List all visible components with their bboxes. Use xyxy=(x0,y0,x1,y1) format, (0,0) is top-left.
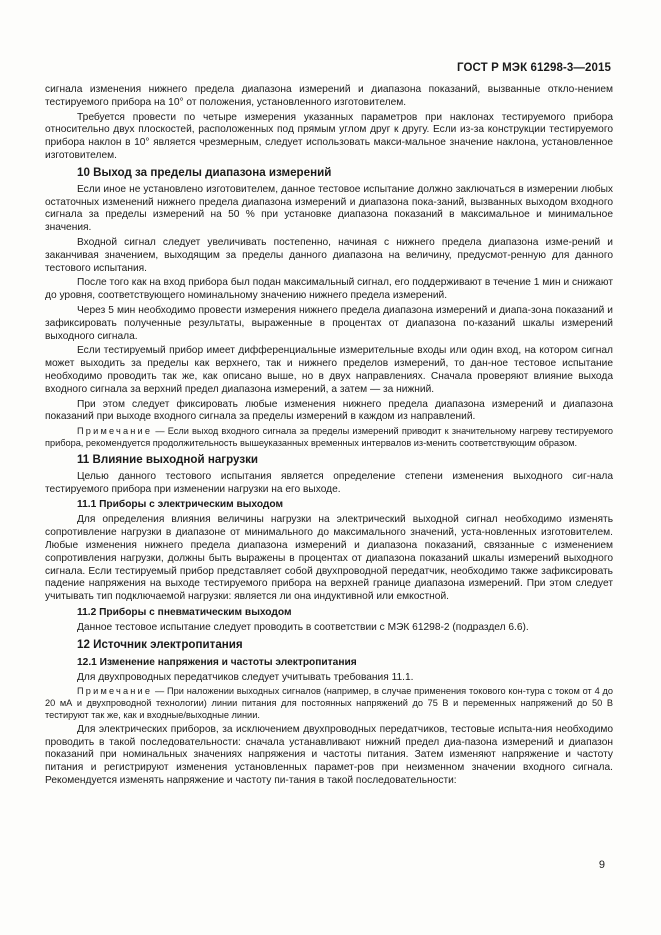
subsection-12-1-heading: 12.1 Изменение напряжения и частоты электропитания xyxy=(77,656,357,668)
paragraph: Целью данного тестового испытания является определение степени изменения выходного сиг-нала тестируемого прибора при изменении нагрузки на его выходе. xyxy=(45,470,613,495)
paragraph: Если тестируемый прибор имеет дифференциальные измерительные входы или один вход, на котором сигнал может выходить за пределы как верхнего, так и нижнего пределов измерений, то дан-ное тестовое испытание необходимо проводить так же, как описано выше, но в двух направлениях. Сначала проверяют влияние выхода входного сигнала за верхний предел диапазона измерений, а затем — за нижний. xyxy=(45,345,613,395)
note xyxy=(45,686,613,721)
standard-header: ГОСТ Р МЭК 61298-3—2015 xyxy=(457,62,611,74)
note-label: Примечание xyxy=(77,686,153,697)
paragraph: Для электрических приборов, за исключением двухпроводных передатчиков, тестовые испыта-ния необходимо проводить в такой последовательности: сначала устанавливают нижний предел диа-пазона измерений и диапазон показаний при номинальных значениях напряжения и частоты питания. Затем изменяют напряжение и частоту питания и регистрируют изменения установленных парамет-ров при неизменном значении входного сигнала. Рекомендуется изменять напряжение и частоту пи-тания в такой последовательности: xyxy=(45,723,613,787)
paragraph: При этом следует фиксировать любые изменения нижнего предела диапазона измерений и диапазона показаний при выходе входного сигнала за пределы измерений в каждом из направлений. xyxy=(45,398,613,423)
paragraph: Для двухпроводных передатчиков следует учитывать требования 11.1. xyxy=(77,671,414,683)
paragraph: Входной сигнал следует увеличивать постепенно, начиная с нижнего предела диапазона изме-рений и заканчивая значением, выходящим за пределы данного диапазона на величину, предусмот-ренную для данного тестового испытания. xyxy=(45,236,613,274)
paragraph: Требуется провести по четыре измерения указанных параметров при наклонах тестируемого прибора относительно двух плоскостей, расположенных под прямым углом друг к другу. Если из-за конструкции тестируемого прибора наклон в 10° является чрезмерным, следует использовать макси-мальное значение наклона, установленное изготовителем. xyxy=(45,111,613,161)
subsection-11-1-heading: 11.1 Приборы с электрическим выходом xyxy=(77,499,284,511)
paragraph: сигнала изменения нижнего предела диапазона измерений и диапазона показаний, вызванные откло-нением тестируемого прибора на 10° от положения, установленного изготовителем. xyxy=(45,84,613,108)
section-10-heading: 10 Выход за пределы диапазона измерений xyxy=(77,165,332,179)
section-11-heading: 11 Влияние выходной нагрузки xyxy=(77,452,259,466)
document-body xyxy=(45,84,613,790)
paragraph: Для определения влияния величины нагрузки на электрический выходной сигнал необходимо изменять сопротивление нагрузки в диапазоне от минимального до максимального значений, уста-новленных изготовителем. Любые изменения нижнего предела диапазона измерений и диапазона показаний, связанные с изменением сопротивления нагрузки, должны быть выражены в процентах от диапазона показаний шкалы измерений выходного сигнала. Если тестируемый прибор представляет собой двухпроводной передатчик, необходимо также зафиксировать падение напряжения на выходе тестируемого прибора на верхней границе диапазона измерений. При этом следует учитывать тип подключаемой нагрузки: является ли она индуктивной или емкостной. xyxy=(45,514,613,603)
page-number: 9 xyxy=(598,859,605,871)
paragraph: После того как на вход прибора был подан максимальный сигнал, его поддерживают в течение 1 мин и снижают до уровня, соответствующего номинальному значению нижнего предела измерений. xyxy=(45,277,613,302)
paragraph: Данное тестовое испытание следует проводить в соответствии с МЭК 61298-2 (подраздел 6.6). xyxy=(77,621,529,633)
note xyxy=(45,426,613,450)
note-text: — При наложении выходных сигналов (например, в случае применения токового кон-тура с током от 4 до 20 мА и двухпроводной технологии) линии питания для постоянных напряжений до 75 В и переменных напряжений до 50 В тестируют так же, как и входные/выходные линии. xyxy=(45,686,613,721)
paragraph: Через 5 мин необходимо провести измерения нижнего предела диапазона измерений и диапа-зона показаний и зафиксировать полученные результаты, выраженные в процентах от диапазона по-казаний шкалы измерений выходного сигнала. xyxy=(45,304,613,342)
section-12-heading: 12 Источник электропитания xyxy=(77,637,243,651)
paragraph: Если иное не установлено изготовителем, данное тестовое испытание должно заключаться в измерении любых остаточных изменений нижнего предела диапазона измерений и диапазона пока-заний, вызванных выходом входного сигнала за пределы измерений на 50 % при установке диапазона показаний в максимальное и минимальное значения. xyxy=(45,183,613,234)
note-label: Примечание xyxy=(77,426,153,437)
note-text: — Если выход входного сигнала за пределы измерений приводит к значительному нагреву тестируемого прибора, рекомендуется продолжительность вышеуказанных временных интервалов из-менить соответствующим образом. xyxy=(45,426,613,448)
subsection-11-2-heading: 11.2 Приборы с пневматическим выходом xyxy=(77,606,292,618)
